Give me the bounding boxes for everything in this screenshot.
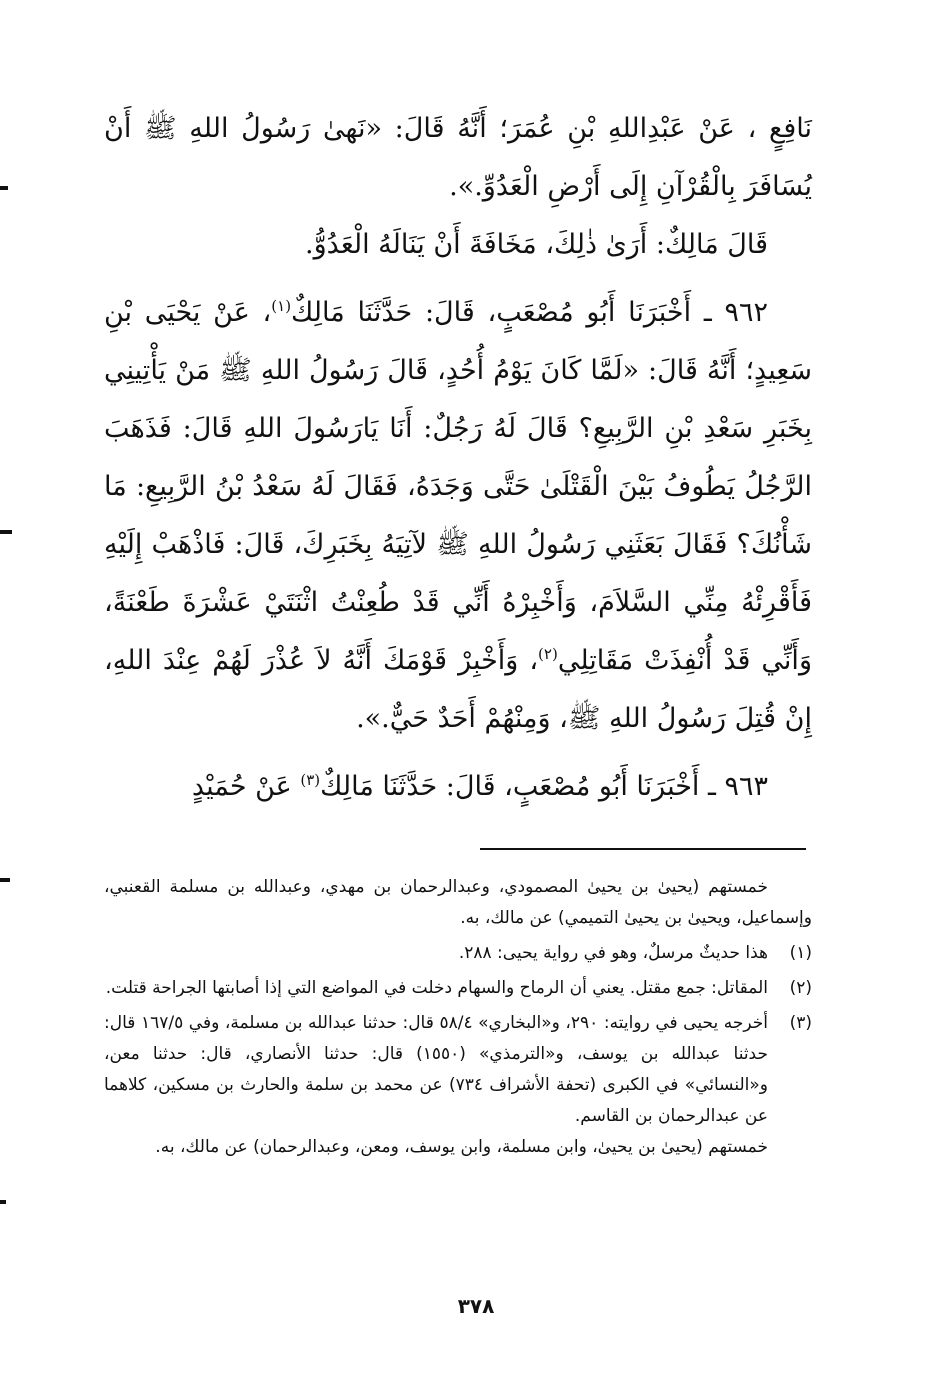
hadith-963-isnad: ٩٦٣ ـ أَخْبَرَنَا أَبُو مُصْعَبٍ، قَالَ: حَدَّثَنَا مَالِكٌ	[320, 771, 768, 802]
footnote-3	[104, 1008, 812, 1132]
footnote-divider	[480, 848, 806, 850]
footnote-2	[104, 973, 812, 1004]
paragraph-malik-opinion	[104, 216, 812, 274]
margin-scan-mark	[0, 186, 8, 190]
main-text	[104, 100, 812, 816]
footnote-ref-2[interactable]: (٢)	[538, 645, 558, 663]
page-number: ٣٧٨	[457, 1294, 495, 1318]
footnote-ref-1[interactable]: (١)	[271, 297, 292, 315]
footnote-3-number: (٣)	[789, 1013, 812, 1033]
footnote-1-text: هذا حديثٌ مرسلٌ، وهو في رواية يحيى: ٢٨٨.	[458, 943, 768, 963]
footnote-closing: خمستهم (يحيىٰ بن يحيىٰ، وابن مسلمة، وابن يوسف، ومعن، وعبدالرحمان) عن مالك، به.	[155, 1137, 768, 1157]
footnote-3-text: أخرجه يحيى في روايته: ٢٩٠، و«البخاري» ٥٨/٤ قال: حدثنا عبدالله بن مسلمة، وفي ١٦٧/٥ قال: حدثنا عبدالله بن يوسف، و«الترمذي» (١٥٥٠) قال: حدثنا الأنصاري، قال: حدثنا معن، و«النسائي» في الكبرى (تحفة الأشراف ٧٣٤) عن محمد بن سلمة والحارث بن مسكين، كلاهما عن عبدالرحمان بن القاسم.	[104, 1013, 768, 1126]
footnote-ref-3[interactable]: (٣)	[300, 771, 321, 789]
paragraph-continuation-text: نَافِعٍ ، عَنْ عَبْدِاللهِ بْنِ عُمَرَ؛ أَنَّهُ قَالَ: «نَهىٰ رَسُولُ اللهِ ﷺ أَنْ يُسَافَرَ بِالْقُرْآنِ إِلَى أَرْضِ الْعَدُوِّ.».	[104, 113, 812, 202]
margin-scan-mark	[0, 878, 10, 882]
paragraph-malik-opinion-text: قَالَ مَالِكٌ: أَرَىٰ ذٰلِكَ، مَخَافَةَ أَنْ يَنَالَهُ الْعَدُوُّ.	[305, 229, 768, 260]
footnote-intro: خمستهم (يحيىٰ بن يحيىٰ المصمودي، وعبدالرحمان بن مهدي، وعبدالله بن مسلمة القعنبي، وإسماعيل، ويحيىٰ بن يحيىٰ التميمي) عن مالك، به.	[104, 877, 812, 928]
margin-scan-mark	[0, 530, 12, 534]
margin-scan-mark	[0, 1200, 6, 1204]
footnote-1-number: (١)	[789, 943, 812, 963]
footnote-2-number: (٢)	[789, 978, 812, 998]
hadith-962	[104, 284, 812, 748]
hadith-962-isnad: ٩٦٢ ـ أَخْبَرَنَا أَبُو مُصْعَبٍ، قَالَ: حَدَّثَنَا مَالِكٌ	[291, 297, 768, 328]
hadith-962-text-part2: ، وَأَخْبِرْ قَوْمَكَ أَنَّهُ لاَ عُذْرَ لَهُمْ عِنْدَ اللهِ، إِنْ قُتِلَ رَسُولُ اللهِ ﷺ، وَمِنْهُمْ أَحَدٌ حَيٌّ.».	[104, 645, 812, 734]
footnote-1	[104, 938, 812, 969]
hadith-962-text-part1: ، عَنْ يَحْيَى بْنِ سَعِيدٍ؛ أَنَّهُ قَالَ: «لَمَّا كَانَ يَوْمُ أُحُدٍ، قَالَ رَسُولُ اللهِ ﷺ مَنْ يَأْتِينِي بِخَبَرِ سَعْدِ بْنِ الرَّبِيعِ؟ قَالَ لَهُ رَجُلٌ: أَنَا يَارَسُولَ اللهِ قَالَ: فَذَهَبَ الرَّجُلُ يَطُوفُ بَيْنَ الْقَتْلَىٰ حَتَّى وَجَدَهُ، فَقَالَ لَهُ سَعْدُ بْنُ الرَّبِيعِ: مَا شَأْنُكَ؟ فَقَالَ بَعَثَنِي رَسُولُ اللهِ ﷺ لآتِيَهُ بِخَبَرِكَ، قَالَ: فَاذْهَبْ إِلَيْهِ فَأَقْرِئْهُ مِنِّي السَّلاَمَ، وَأَخْبِرْهُ أَنِّي قَدْ طُعِنْتُ اثْنَتَيْ عَشْرَةَ طَعْنَةً، وَأَنِّي قَدْ أُنْفِذَتْ مَقَاتِلِي	[104, 297, 812, 676]
hadith-963	[104, 758, 812, 816]
paragraph-continuation	[104, 100, 812, 216]
hadith-963-text: عَنْ حُمَيْدٍ	[191, 771, 301, 802]
footnotes	[104, 872, 812, 1163]
footnote-2-text: المقاتل: جمع مقتل. يعني أن الرماح والسهام دخلت في المواضع التي إذا أصابتها الجراحة قتلت.	[105, 978, 768, 998]
